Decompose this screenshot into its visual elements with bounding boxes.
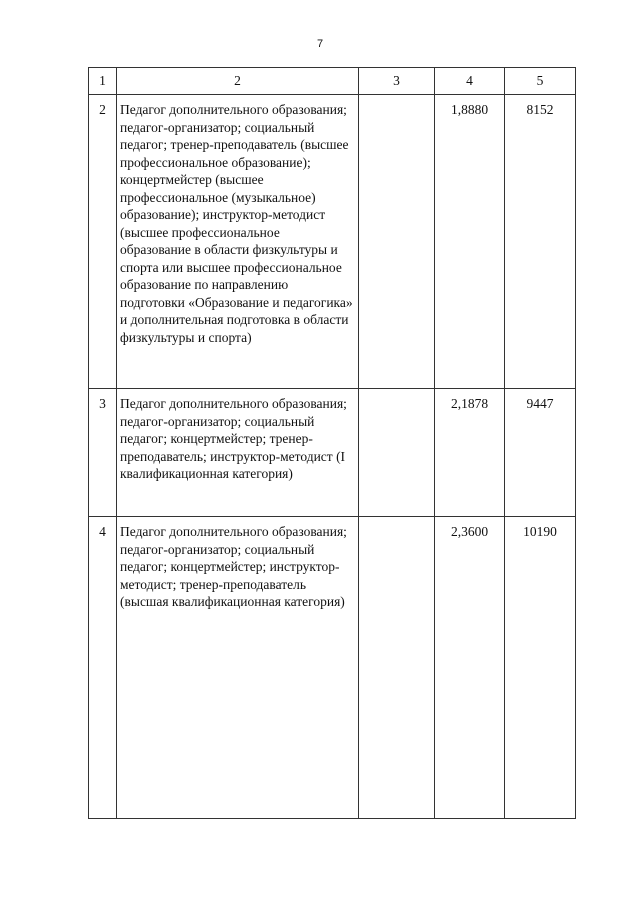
column-3-cell [359,517,435,819]
header-cell-2: 2 [117,68,359,95]
table-row [89,95,576,389]
position-description: Педагог дополнительного образования; педагог-организатор; социальный педагог; тренер-преподаватель (высшее профессиональное образование); концертмейстер (высшее профессиональное (музыкальное) образование); инструктор-методист (высшее профессиональное образование в области физкультуры и спорта или высшее профессиональное образование по направлению подготовки «Образование и педагогика» и дополнительная подготовка в области физкультуры и спорта) [117,95,359,389]
table-row [89,389,576,517]
coefficient-cell: 2,3600 [435,517,505,819]
salary-cell: 10190 [505,517,576,819]
coefficient-cell: 1,8880 [435,95,505,389]
page-number: 7 [316,38,324,50]
row-number: 3 [89,389,117,517]
row-number: 2 [89,95,117,389]
header-cell-5: 5 [505,68,576,95]
column-3-cell [359,95,435,389]
position-description: Педагог дополнительного образования; педагог-организатор; социальный педагог; концертмейстер; инструктор-методист; тренер-преподаватель (высшая квалификационная категория) [117,517,359,819]
position-description: Педагог дополнительного образования; педагог-организатор; социальный педагог; концертмейстер; тренер-преподаватель; инструктор-методист (I квалификационная категория) [117,389,359,517]
row-number: 4 [89,517,117,819]
table-row [89,517,576,819]
header-cell-3: 3 [359,68,435,95]
column-3-cell [359,389,435,517]
salary-cell: 9447 [505,389,576,517]
salary-cell: 8152 [505,95,576,389]
header-cell-1: 1 [89,68,117,95]
header-cell-4: 4 [435,68,505,95]
salary-table [88,67,576,819]
table-header-row [89,68,576,95]
coefficient-cell: 2,1878 [435,389,505,517]
